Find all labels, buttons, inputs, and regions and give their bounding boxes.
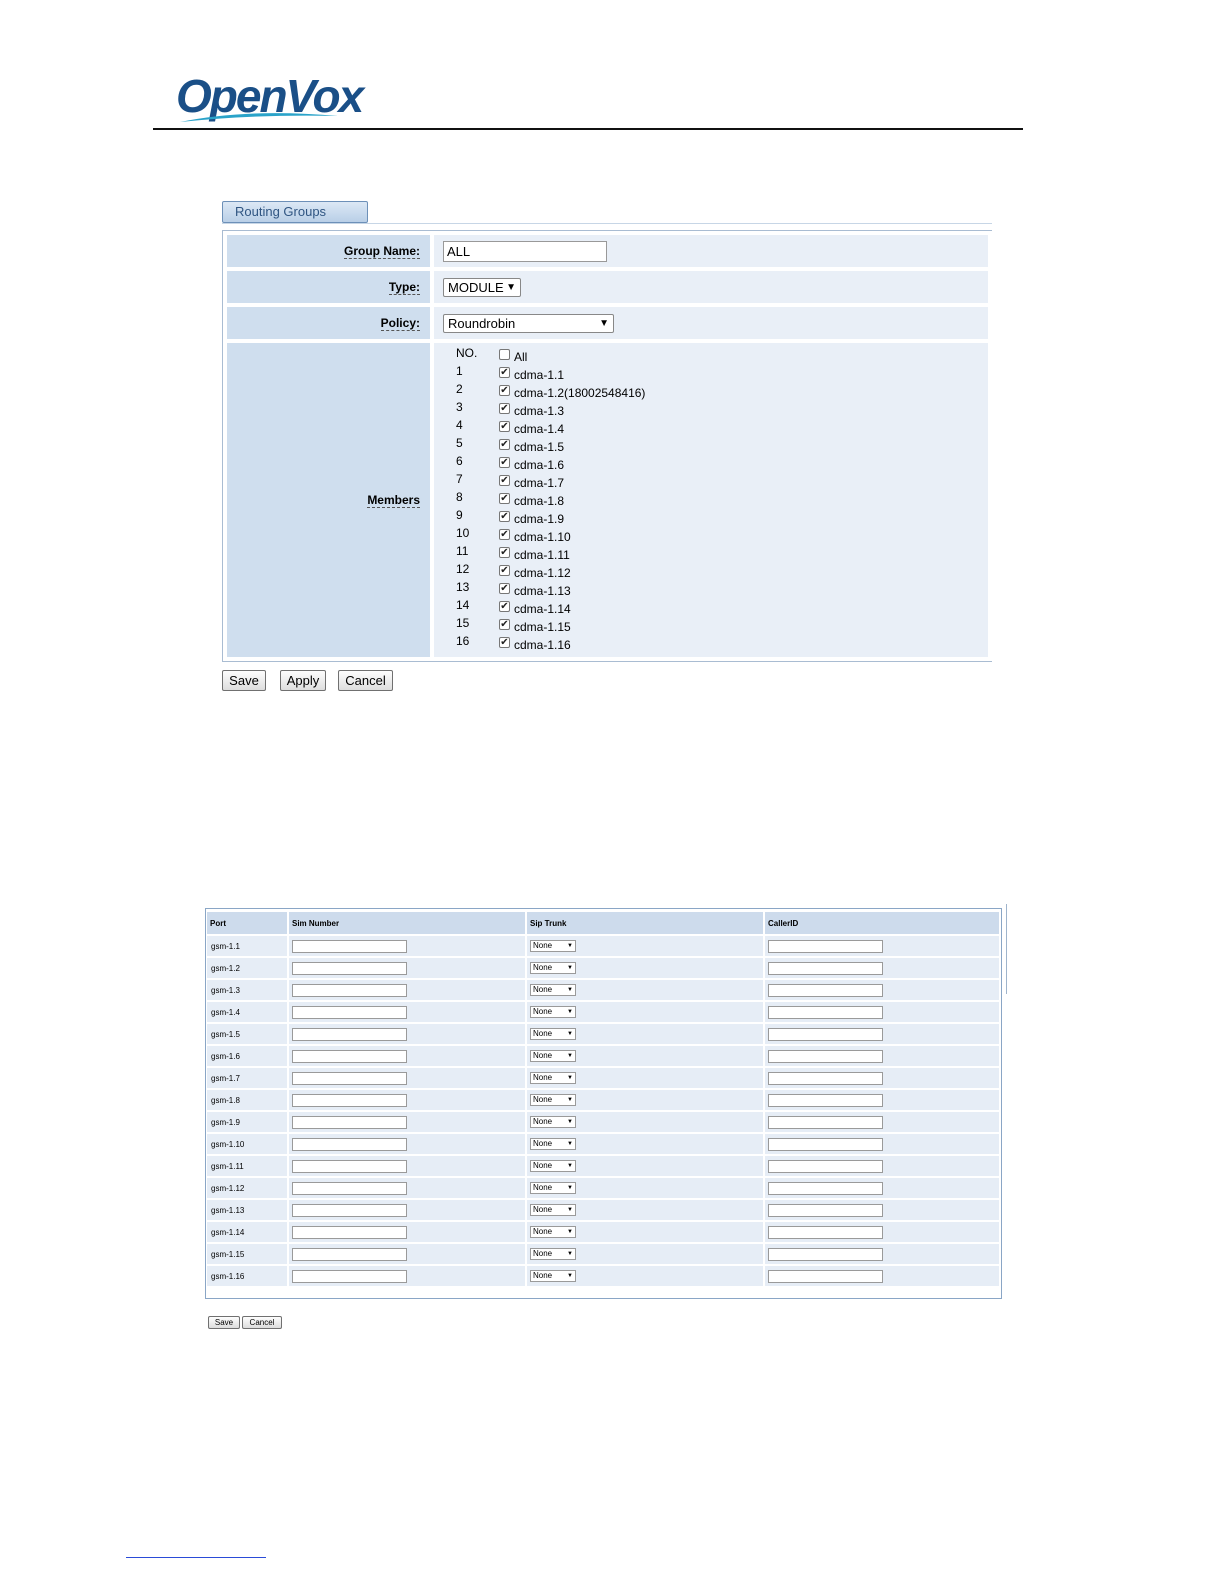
dropdown-arrow-icon: ▼	[567, 1163, 573, 1169]
sim-number-input[interactable]	[292, 962, 407, 975]
dropdown-arrow-icon: ▼	[567, 1119, 573, 1125]
sim-number-input[interactable]	[292, 1248, 407, 1261]
sip-trunk-value: None	[533, 1139, 553, 1148]
sip-trunk-cell	[527, 1002, 765, 1022]
member-row	[456, 581, 988, 599]
member-checkbox[interactable]: ✔	[500, 601, 509, 612]
member-checkbox[interactable]: ✔	[500, 511, 509, 522]
sim-number-cell	[289, 1024, 527, 1044]
port-table-panel	[205, 908, 1002, 1299]
sip-trunk-cell	[527, 1266, 765, 1286]
table-row	[207, 936, 1001, 956]
select-all-checkbox[interactable]	[499, 349, 510, 360]
table-row	[207, 1244, 1001, 1264]
sip-trunk-cell	[527, 1244, 765, 1264]
sim-number-input[interactable]	[292, 1204, 407, 1217]
member-row	[456, 617, 988, 635]
sim-number-input[interactable]	[292, 940, 407, 953]
policy-row	[227, 307, 988, 339]
port-cell: gsm-1.9	[207, 1112, 289, 1132]
sip-trunk-cell	[527, 1090, 765, 1110]
caller-id-cell	[765, 1090, 1001, 1110]
routing-group-form	[222, 230, 992, 662]
sip-trunk-select[interactable]	[530, 940, 576, 952]
member-row	[456, 635, 988, 653]
type-row	[227, 271, 988, 303]
group-name-row	[227, 235, 988, 267]
column-header-sim-number: Sim Number	[289, 912, 527, 934]
sip-trunk-value: None	[533, 1051, 553, 1060]
table-row	[207, 1156, 1001, 1176]
dropdown-arrow-icon: ▼	[567, 1229, 573, 1235]
table-row	[207, 1134, 1001, 1154]
dropdown-arrow-icon: ▼	[567, 1185, 573, 1191]
caller-id-input[interactable]	[768, 1050, 883, 1063]
sip-trunk-value: None	[533, 1271, 553, 1280]
sim-number-input[interactable]	[292, 1270, 407, 1283]
table-row	[207, 1002, 1001, 1022]
openvox-logo: OpenVox	[176, 70, 363, 122]
member-checkbox[interactable]: ✔	[500, 583, 509, 594]
port-table	[207, 910, 1001, 1288]
member-label: cdma-1.16	[514, 638, 571, 652]
member-checkbox[interactable]: ✔	[500, 457, 509, 468]
sip-trunk-cell	[527, 1068, 765, 1088]
sip-trunk-value: None	[533, 941, 553, 950]
table-row	[207, 980, 1001, 1000]
caller-id-cell	[765, 980, 1001, 1000]
sip-trunk-value: None	[533, 1161, 553, 1170]
dropdown-arrow-icon: ▼	[567, 1009, 573, 1015]
sip-trunk-cell	[527, 1134, 765, 1154]
sim-number-cell	[289, 1112, 527, 1132]
member-checkbox[interactable]: ✔	[500, 367, 509, 378]
sim-number-input[interactable]	[292, 1050, 407, 1063]
caller-id-input[interactable]	[768, 1006, 883, 1019]
member-label: cdma-1.15	[514, 620, 571, 634]
member-label: cdma-1.3	[514, 404, 565, 418]
table-row	[207, 1046, 1001, 1066]
port-cell: gsm-1.13	[207, 1200, 289, 1220]
port-cell: gsm-1.7	[207, 1068, 289, 1088]
group-name-label: Group Name:	[227, 235, 430, 267]
member-number: 16	[456, 634, 470, 648]
member-checkbox[interactable]: ✔	[500, 529, 509, 540]
sim-number-cell	[289, 1046, 527, 1066]
member-checkbox[interactable]: ✔	[500, 637, 509, 648]
logo-swoosh-icon	[178, 110, 340, 124]
caller-id-cell	[765, 1266, 1001, 1286]
member-row	[456, 473, 988, 491]
tab-routing-groups[interactable]: Routing Groups	[222, 201, 368, 223]
member-row	[456, 419, 988, 437]
sip-trunk-select[interactable]	[530, 1270, 576, 1282]
sip-trunk-cell	[527, 1222, 765, 1242]
port-cell: gsm-1.14	[207, 1222, 289, 1242]
sim-number-cell	[289, 980, 527, 1000]
member-label: cdma-1.1	[514, 368, 565, 382]
sip-trunk-cell	[527, 936, 765, 956]
caller-id-cell	[765, 1200, 1001, 1220]
save-button[interactable]: Save	[222, 670, 266, 691]
member-label: cdma-1.9	[514, 512, 565, 526]
group-name-input[interactable]	[443, 241, 607, 262]
members-row	[227, 343, 988, 657]
sip-trunk-select[interactable]	[530, 962, 576, 974]
caller-id-input[interactable]	[768, 1248, 883, 1261]
header-divider	[153, 128, 1023, 130]
sip-trunk-value: None	[533, 1183, 553, 1192]
caller-id-input[interactable]	[768, 1182, 883, 1195]
caller-id-cell	[765, 1112, 1001, 1132]
sip-trunk-value: None	[533, 1029, 553, 1038]
member-label: cdma-1.6	[514, 458, 565, 472]
caller-id-input[interactable]	[768, 1116, 883, 1129]
sim-number-cell	[289, 1090, 527, 1110]
sip-trunk-value: None	[533, 1205, 553, 1214]
caller-id-input[interactable]	[768, 940, 883, 953]
dropdown-arrow-icon: ▼	[567, 1207, 573, 1213]
policy-select-value: Roundrobin	[448, 315, 516, 331]
sip-trunk-cell	[527, 1200, 765, 1220]
member-checkbox[interactable]: ✔	[500, 565, 509, 576]
member-label: cdma-1.4	[514, 422, 565, 436]
policy-label: Policy:	[227, 307, 430, 339]
caller-id-input[interactable]	[768, 1270, 883, 1283]
sim-number-input[interactable]	[292, 1094, 407, 1107]
port-cell: gsm-1.5	[207, 1024, 289, 1044]
member-label: cdma-1.5	[514, 440, 565, 454]
caller-id-input[interactable]	[768, 1226, 883, 1239]
sim-number-cell	[289, 1178, 527, 1198]
sim-number-input[interactable]	[292, 984, 407, 997]
port-cell: gsm-1.16	[207, 1266, 289, 1286]
column-header-caller-id: CallerID	[765, 912, 1001, 934]
sip-trunk-select[interactable]	[530, 1248, 576, 1260]
sip-trunk-cell	[527, 980, 765, 1000]
sim-number-input[interactable]	[292, 1006, 407, 1019]
sip-trunk-cell	[527, 1112, 765, 1132]
dropdown-arrow-icon: ▼	[567, 1031, 573, 1037]
table-row	[207, 1200, 1001, 1220]
member-row	[456, 527, 988, 545]
sip-trunk-value: None	[533, 1095, 553, 1104]
member-checkbox[interactable]: ✔	[500, 385, 509, 396]
member-label: cdma-1.13	[514, 584, 571, 598]
member-row	[456, 383, 988, 401]
dropdown-arrow-icon: ▼	[599, 317, 609, 329]
member-number: 9	[456, 508, 463, 522]
member-label: cdma-1.11	[514, 548, 570, 562]
dropdown-arrow-icon: ▼	[567, 1251, 573, 1257]
port-save-button[interactable]: Save	[208, 1316, 240, 1329]
member-label: cdma-1.2(18002548416)	[514, 386, 646, 400]
sim-number-input[interactable]	[292, 1072, 407, 1085]
member-row	[456, 437, 988, 455]
member-checkbox[interactable]: ✔	[500, 421, 509, 432]
port-cell: gsm-1.15	[207, 1244, 289, 1264]
sip-trunk-cell	[527, 1178, 765, 1198]
table-row	[207, 1222, 1001, 1242]
dropdown-arrow-icon: ▼	[567, 987, 573, 993]
caller-id-cell	[765, 1134, 1001, 1154]
sip-trunk-select[interactable]	[530, 1072, 576, 1084]
port-cell: gsm-1.11	[207, 1156, 289, 1176]
cancel-button[interactable]: Cancel	[338, 670, 393, 691]
member-number: 15	[456, 616, 470, 630]
port-cell: gsm-1.2	[207, 958, 289, 978]
member-row	[456, 563, 988, 581]
member-number: 2	[456, 382, 463, 396]
sim-number-cell	[289, 1244, 527, 1264]
sip-trunk-select[interactable]	[530, 1204, 576, 1216]
select-all-label: All	[514, 350, 528, 364]
footer-link-underline[interactable]	[126, 1557, 266, 1558]
caller-id-cell	[765, 936, 1001, 956]
caller-id-cell	[765, 1222, 1001, 1242]
sip-trunk-value: None	[533, 963, 553, 972]
type-label: Type:	[227, 271, 430, 303]
sim-number-cell	[289, 1156, 527, 1176]
sip-trunk-cell	[527, 1024, 765, 1044]
member-number: 4	[456, 418, 463, 432]
member-number: 12	[456, 562, 470, 576]
port-table-body	[207, 936, 1001, 1286]
member-row	[456, 365, 988, 383]
sip-trunk-value: None	[533, 985, 553, 994]
member-checkbox[interactable]: ✔	[500, 493, 509, 504]
sim-number-input[interactable]	[292, 1116, 407, 1129]
sip-trunk-select[interactable]	[530, 1182, 576, 1194]
sip-trunk-value: None	[533, 1227, 553, 1236]
member-row	[456, 491, 988, 509]
sim-number-cell	[289, 1222, 527, 1242]
caller-id-cell	[765, 958, 1001, 978]
port-table-header	[207, 912, 1001, 934]
caller-id-input[interactable]	[768, 1072, 883, 1085]
dropdown-arrow-icon: ▼	[506, 281, 516, 293]
caller-id-input[interactable]	[768, 984, 883, 997]
sim-number-cell	[289, 1266, 527, 1286]
table-row	[207, 958, 1001, 978]
dropdown-arrow-icon: ▼	[567, 1273, 573, 1279]
caller-id-cell	[765, 1156, 1001, 1176]
policy-select[interactable]	[443, 314, 614, 333]
sim-number-cell	[289, 1134, 527, 1154]
sim-number-cell	[289, 958, 527, 978]
sim-number-input[interactable]	[292, 1138, 407, 1151]
tab-underline	[222, 223, 992, 224]
sim-number-input[interactable]	[292, 1028, 407, 1041]
member-number: 3	[456, 400, 463, 414]
caller-id-cell	[765, 1178, 1001, 1198]
caller-id-input[interactable]	[768, 1028, 883, 1041]
member-number: 7	[456, 472, 463, 486]
dropdown-arrow-icon: ▼	[567, 1141, 573, 1147]
sip-trunk-select[interactable]	[530, 1116, 576, 1128]
members-header-row	[456, 347, 988, 365]
sip-trunk-select[interactable]	[530, 1028, 576, 1040]
member-number: 10	[456, 526, 470, 540]
member-label: cdma-1.7	[514, 476, 565, 490]
sip-trunk-value: None	[533, 1073, 553, 1082]
port-cell: gsm-1.1	[207, 936, 289, 956]
sim-number-cell	[289, 1068, 527, 1088]
sip-trunk-select[interactable]	[530, 1226, 576, 1238]
column-header-port: Port	[207, 912, 289, 934]
sip-trunk-cell	[527, 1156, 765, 1176]
dropdown-arrow-icon: ▼	[567, 965, 573, 971]
sip-trunk-cell	[527, 958, 765, 978]
member-row	[456, 455, 988, 473]
sip-trunk-select[interactable]	[530, 1006, 576, 1018]
port-cell: gsm-1.12	[207, 1178, 289, 1198]
port-cell: gsm-1.6	[207, 1046, 289, 1066]
caller-id-cell	[765, 1068, 1001, 1088]
table-row	[207, 1068, 1001, 1088]
member-row	[456, 401, 988, 419]
member-row	[456, 599, 988, 617]
member-number: 6	[456, 454, 463, 468]
scroll-edge	[1006, 904, 1007, 994]
member-checkbox[interactable]: ✔	[500, 619, 509, 630]
sip-trunk-cell	[527, 1046, 765, 1066]
dropdown-arrow-icon: ▼	[567, 943, 573, 949]
type-select-value: MODULE	[448, 279, 504, 295]
member-number: 13	[456, 580, 470, 594]
members-no-header: NO.	[456, 346, 478, 360]
member-checkbox[interactable]: ✔	[500, 475, 509, 486]
sip-trunk-value: None	[533, 1007, 553, 1016]
port-cancel-button[interactable]: Cancel	[242, 1316, 282, 1329]
caller-id-input[interactable]	[768, 1094, 883, 1107]
member-number: 5	[456, 436, 463, 450]
dropdown-arrow-icon: ▼	[567, 1053, 573, 1059]
port-cell: gsm-1.10	[207, 1134, 289, 1154]
table-row	[207, 1112, 1001, 1132]
sip-trunk-select[interactable]	[530, 1094, 576, 1106]
sim-number-cell	[289, 1200, 527, 1220]
caller-id-input[interactable]	[768, 962, 883, 975]
caller-id-cell	[765, 1002, 1001, 1022]
table-row	[207, 1266, 1001, 1286]
member-row	[456, 509, 988, 527]
member-label: cdma-1.14	[514, 602, 571, 616]
sip-trunk-select[interactable]	[530, 984, 576, 996]
caller-id-cell	[765, 1046, 1001, 1066]
member-number: 11	[456, 544, 469, 558]
sip-trunk-select[interactable]	[530, 1050, 576, 1062]
sip-trunk-value: None	[533, 1249, 553, 1258]
caller-id-input[interactable]	[768, 1204, 883, 1217]
member-label: cdma-1.8	[514, 494, 565, 508]
sim-number-input[interactable]	[292, 1160, 407, 1173]
member-checkbox[interactable]: ✔	[500, 439, 509, 450]
sip-trunk-select[interactable]	[530, 1138, 576, 1150]
sip-trunk-select[interactable]	[530, 1160, 576, 1172]
port-cell: gsm-1.3	[207, 980, 289, 1000]
port-cell: gsm-1.4	[207, 1002, 289, 1022]
member-row	[456, 545, 988, 563]
member-number: 8	[456, 490, 463, 504]
members-label: Members	[227, 343, 430, 657]
members-list	[444, 343, 988, 657]
caller-id-input[interactable]	[768, 1138, 883, 1151]
sim-number-input[interactable]	[292, 1182, 407, 1195]
table-row	[207, 1178, 1001, 1198]
sim-number-input[interactable]	[292, 1226, 407, 1239]
member-number: 1	[456, 364, 463, 378]
caller-id-cell	[765, 1244, 1001, 1264]
type-select[interactable]	[443, 278, 521, 297]
sim-number-cell	[289, 1002, 527, 1022]
apply-button[interactable]: Apply	[280, 670, 326, 691]
column-header-sip-trunk: Sip Trunk	[527, 912, 765, 934]
table-row	[207, 1024, 1001, 1044]
dropdown-arrow-icon: ▼	[567, 1075, 573, 1081]
member-checkbox[interactable]: ✔	[500, 403, 509, 414]
port-cell: gsm-1.8	[207, 1090, 289, 1110]
table-row	[207, 1090, 1001, 1110]
member-checkbox[interactable]: ✔	[500, 547, 509, 558]
member-number: 14	[456, 598, 470, 612]
dropdown-arrow-icon: ▼	[567, 1097, 573, 1103]
sip-trunk-value: None	[533, 1117, 553, 1126]
sim-number-cell	[289, 936, 527, 956]
member-label: cdma-1.12	[514, 566, 571, 580]
caller-id-cell	[765, 1024, 1001, 1044]
member-label: cdma-1.10	[514, 530, 571, 544]
caller-id-input[interactable]	[768, 1160, 883, 1173]
